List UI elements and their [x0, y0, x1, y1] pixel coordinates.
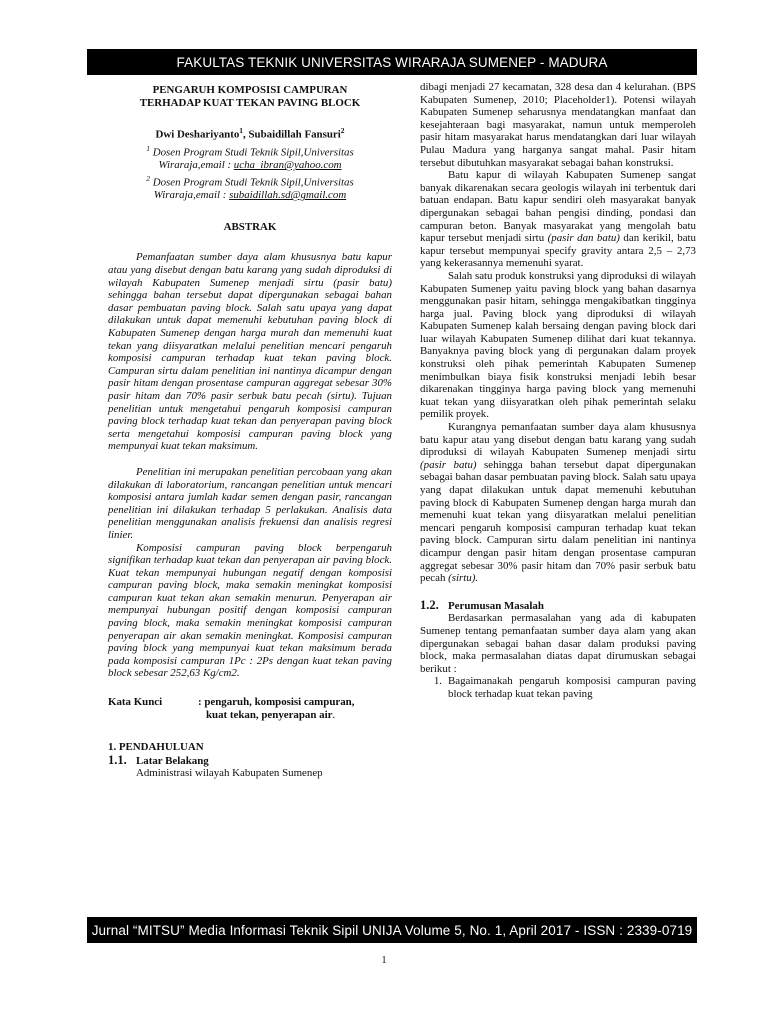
section-heading: 1. PENDAHULUAN [108, 741, 204, 754]
abstract-paragraph: Pemanfaatan sumber daya alam khususnya batu kapur atau yang disebut dengan batu karang yang sudah diproduksi di wilayah Kabupaten Sumenep menjadi sirtu (pasir batu) sehingga bahan tersebut dapat dipergunakan sebagai bahan dasar pembuatan paving block. Salah satu upaya yang dapat dilakukan untuk dapat memenuhi kebutuhan paving block di Kabupaten Sumenep dengan harga murah dan memenuhi kuat tekan yang diisyaratkan melalui penelitian mencari pengaruh komposisi campuran terhadap kuat tekan paving block. Campuran sirtu dalam penelitian ini nantinya dicampur dengan pasir hitam dengan prosentase campuran aggregat sebesar 30% pasir hitam dan 70% pasir serbuk batu pecah (sirtu). Tujuan penelitian untuk mengetahui pengaruh komposisi campuran paving block terhadap kuat tekan dan penyerapan paving block serta mengetahui komposisi campuran paving block yang mempunyai kuat tekan maksimum. [108, 251, 392, 453]
email-link-1[interactable]: ucha_ibran@yahoo.com [233, 159, 342, 172]
left-column [108, 81, 392, 780]
right-column [420, 81, 696, 701]
journal-footer-banner: Jurnal “MITSU” Media Informasi Teknik Sipil UNIJA Volume 5, No. 1, April 2017 - ISSN : 2339-0719 [87, 917, 697, 943]
body-paragraph: Administrasi wilayah Kabupaten Sumenep [136, 767, 323, 780]
keywords: Kata Kunci : pengaruh, komposisi campuran, kuat tekan, penyerapan air. [108, 696, 355, 721]
body-paragraph: Kurangnya pemanfaatan sumber daya alam khususnya batu kapur atau yang disebut dengan batu karang yang sudah diproduksi di wilayah Kabupaten Sumenep menjadi sirtu (pasir batu) sehingga bahan tersebut dapat dipergunakan sebagai bahan dasar pembuatan paving block. Salah satu upaya yang dapat dilakukan untuk dapat memenuhi kebutuhan paving block di Kabupaten Sumenep dengan harga murah dan memenuhi kuat tekan yang diisyaratkan melalui penelitian mencari pengaruh komposisi campuran terhadap kuat tekan paving block. Campuran sirtu dalam penelitian ini nantinya dicampur dengan pasir hitam dengan prosentase campuran aggregat sebesar 30% pasir hitam dan 70% pasir serbuk batu pecah (sirtu). [420, 421, 696, 585]
abstract-heading: ABSTRAK [223, 220, 277, 233]
list-item: 1. Bagaimanakah pengaruh komposisi campuran paving block terhadap kuat tekan paving [433, 675, 696, 700]
authors: Dwi Deshariyanto$^1$, Subaidillah Fansuri$^2$ [155, 126, 345, 141]
journal-header-banner: FAKULTAS TEKNIK UNIVERSITAS WIRARAJA SUMENEP - MADURA [87, 49, 697, 75]
paper-title: PENGARUH KOMPOSISI CAMPURAN TERHADAP KUAT TEKAN PAVING BLOCK [139, 84, 361, 109]
body-paragraph: Salah satu produk konstruksi yang diproduksi di wilayah Kabupaten Sumenep yaitu paving block yang bahan dasarnya menggunakan pasir hitam, sehingga mengakibatkan tingginya harga jual. Paving block yang diproduksi di wilayah Kabupaten Sumenep kalah bersaing dengan paving block dari luar wilayah Kabupaten Sumenep dilihat dari kuat tekannya. Banyaknya paving block yang di pergunakan dalam proyek konstruksi oleh pihak pemerintah Kabupaten Sumenep menimbulkan biaya fisik konstruksi menjadi lebih besar dikarenakan tingginya harga paving block yang memenuhi kuat tekan yang diisyaratkan oleh pihak pemerintah selaku pemilik proyek. [420, 269, 696, 421]
body-paragraph: Berdasarkan permasalahan yang ada di kabupaten Sumenep tentang pemanfaatan sumber daya alam yang akan dipergunakan sebagai bahan dasar dalam produksi paving block, maka permasalahan diatas dapat dirumuskan sebagai berikut : [420, 612, 696, 675]
abstract-paragraph: Penelitian ini merupakan penelitian percobaan yang akan dilakukan di laboratorium, rancangan penelitian untuk mencari komposisi antara jumlah kadar semen dengan pasir, rancangan penelitian ini dilakukan terhadap 5 perlakukan. Analisis data penelitian menggunakan analisis frekuensi dan analisis regresi linier. [108, 465, 392, 541]
email-link-2[interactable]: subaidillah.sd@gmail.com [229, 189, 347, 202]
affiliation-1: $^1$ Dosen Program Studi Teknik Sipil,Universitas Wiraraja,email : ucha_ibran@yahoo.com [146, 144, 354, 172]
body-paragraph: Batu kapur di wilayah Kabupaten Sumenep sangat banyak dikarenakan secara geologis wilayah ini terbentuk dari batuan endapan. Batu kapur sendiri oleh masyarakat banyak dipergunakan sebagai bahan pengisi dinding, pondasi dan campuran beton. Banyak masyarakat yang mengolah batu kapur tersebut menjadi sirtu (pasir dan batu) dan kerikil, batu kapur tersebut mempunyai specify gravity antara 2,5 – 2,73 yang kekerasannya memenuhi syarat. [420, 169, 696, 270]
abstract-paragraph: Komposisi campuran paving block berpengaruh signifikan terhadap kuat tekan dan penyerapan air paving block. Kuat tekan mempunyai hubungan negatif dengan komposisi campuran paving block, maka semakin meningkat komposisi campuran kuat tekan akan semakin menurun. Penyerapan air mempunyai hubungan positif dengan komposisi campuran paving block, maka semakin meningkat komposisi campuran penyerapan air akan semakin meningkat. Komposisi campuran paving block yang mempunyai kuat tekan maksimum berada pada komposisi campuran 1Pc : 2Ps dengan kuat tekan paving block sebesar 252,63 Kg/cm2. [108, 541, 392, 680]
page-number: 1 [381, 955, 387, 966]
subsection-heading: 1.1. Latar Belakang [108, 752, 209, 767]
body-paragraph: dibagi menjadi 27 kecamatan, 328 desa dan 4 kelurahan. (BPS Kabupaten Sumenep, 2010; Placeholder1). Potensi wilayah Kabupaten Sumenep seharusnya mendatangkan manfaat dan kesejahteraan bagi masyarakat, namun untuk memperoleh pasir hitam masyarakat harus mendatangkan dari luar wilayah Pulau Madura yang harganya sangat mahal. Pasir hitam tersebut dibutuhkan masyarakat sebagai bahan konstruksi. [420, 81, 696, 169]
affiliation-2: $^2$ Dosen Program Studi Teknik Sipil,Universitas Wiraraja,email : subaidillah.sd@gmail.com [146, 174, 354, 202]
subsection-heading: 1.2. Perumusan Masalah [420, 597, 544, 612]
